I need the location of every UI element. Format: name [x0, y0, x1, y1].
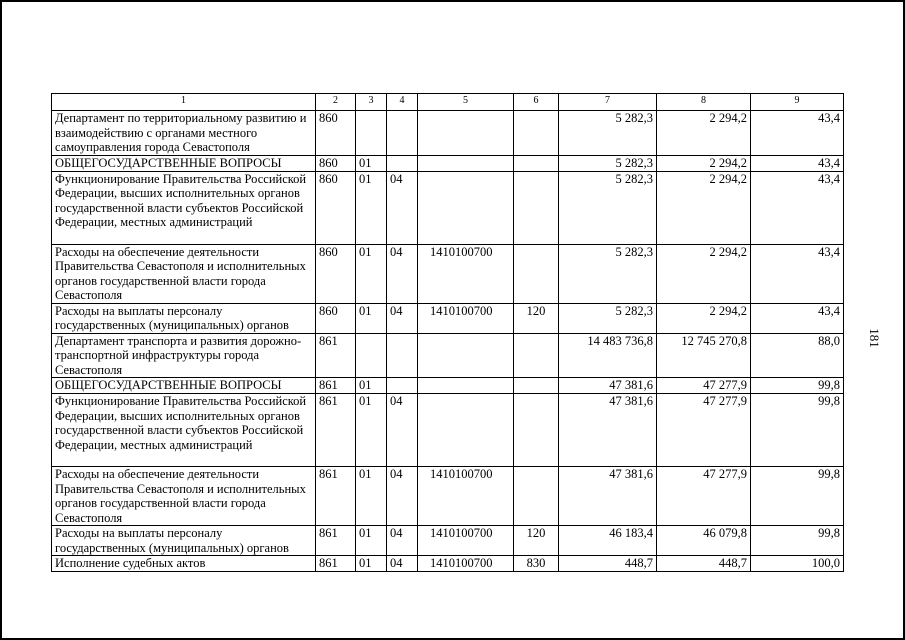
- row-approved-amount: 5 282,3: [559, 171, 657, 244]
- row-section-code: 01: [356, 378, 387, 394]
- page-border-top: [0, 0, 905, 2]
- row-target-item: 1410100700: [418, 556, 514, 572]
- table-row: [52, 171, 844, 244]
- row-name-cell: Расходы на обеспечение деятельности Правительства Севастополя и исполнительных органов государственной власти города Севастополя: [52, 467, 316, 526]
- row-ministry-code: 861: [316, 394, 356, 467]
- row-name-cell: Исполнение судебных актов: [52, 556, 316, 572]
- row-target-item: [418, 171, 514, 244]
- page-number: 181: [866, 328, 882, 348]
- row-name-cell: Расходы на обеспечение деятельности Правительства Севастополя и исполнительных органов государственной власти города Севастополя: [52, 244, 316, 303]
- header-cell-4: 4: [387, 94, 418, 111]
- row-approved-amount: 5 282,3: [559, 303, 657, 333]
- header-cell-6: 6: [514, 94, 559, 111]
- row-execution-percent: 43,4: [751, 171, 844, 244]
- row-approved-amount: 14 483 736,8: [559, 333, 657, 378]
- row-expense-type: [514, 155, 559, 171]
- row-ministry-code: 861: [316, 556, 356, 572]
- row-execution-percent: 99,8: [751, 378, 844, 394]
- row-ministry-code: 860: [316, 171, 356, 244]
- row-expense-type: 830: [514, 556, 559, 572]
- header-cell-5: 5: [418, 94, 514, 111]
- row-approved-amount: 5 282,3: [559, 155, 657, 171]
- row-executed-amount: 2 294,2: [657, 171, 751, 244]
- row-executed-amount: 2 294,2: [657, 111, 751, 156]
- row-executed-amount: 46 079,8: [657, 526, 751, 556]
- row-ministry-code: 861: [316, 467, 356, 526]
- table-row: [52, 394, 844, 467]
- table-row: [52, 333, 844, 378]
- row-executed-amount: 12 745 270,8: [657, 333, 751, 378]
- row-executed-amount: 2 294,2: [657, 244, 751, 303]
- table-row: [52, 111, 844, 156]
- row-ministry-code: 860: [316, 155, 356, 171]
- row-target-item: [418, 333, 514, 378]
- row-execution-percent: 99,8: [751, 467, 844, 526]
- row-target-item: [418, 155, 514, 171]
- table-row: [52, 155, 844, 171]
- budget-table: [51, 93, 844, 572]
- row-execution-percent: 43,4: [751, 244, 844, 303]
- row-name-cell: Расходы на выплаты персоналу государственных (муниципальных) органов: [52, 526, 316, 556]
- row-ministry-code: 860: [316, 111, 356, 156]
- row-expense-type: [514, 171, 559, 244]
- table-row: [52, 378, 844, 394]
- row-subsection-code: 04: [387, 394, 418, 467]
- row-execution-percent: 43,4: [751, 303, 844, 333]
- header-cell-7: 7: [559, 94, 657, 111]
- row-ministry-code: 860: [316, 303, 356, 333]
- row-executed-amount: 47 277,9: [657, 378, 751, 394]
- row-executed-amount: 47 277,9: [657, 394, 751, 467]
- row-target-item: [418, 378, 514, 394]
- row-expense-type: [514, 244, 559, 303]
- row-execution-percent: 99,8: [751, 394, 844, 467]
- row-target-item: [418, 111, 514, 156]
- row-section-code: 01: [356, 171, 387, 244]
- row-ministry-code: 861: [316, 526, 356, 556]
- row-name-cell: Департамент по территориальному развитию и взаимодействию с органами местного самоуправления города Севастополя: [52, 111, 316, 156]
- row-executed-amount: 47 277,9: [657, 467, 751, 526]
- row-target-item: [418, 394, 514, 467]
- row-execution-percent: 43,4: [751, 111, 844, 156]
- row-subsection-code: 04: [387, 526, 418, 556]
- header-cell-8: 8: [657, 94, 751, 111]
- row-subsection-code: 04: [387, 467, 418, 526]
- row-subsection-code: [387, 378, 418, 394]
- row-executed-amount: 2 294,2: [657, 155, 751, 171]
- row-expense-type: 120: [514, 526, 559, 556]
- row-section-code: 01: [356, 303, 387, 333]
- header-cell-3: 3: [356, 94, 387, 111]
- row-name-cell: ОБЩЕГОСУДАРСТВЕННЫЕ ВОПРОСЫ: [52, 155, 316, 171]
- row-target-item: 1410100700: [418, 526, 514, 556]
- row-section-code: 01: [356, 467, 387, 526]
- row-approved-amount: 46 183,4: [559, 526, 657, 556]
- row-subsection-code: [387, 333, 418, 378]
- table-row: [52, 303, 844, 333]
- row-name-cell: Функционирование Правительства Российской Федерации, высших исполнительных органов государственной власти субъектов Российской Федерации, местных администраций: [52, 394, 316, 467]
- table-row: [52, 526, 844, 556]
- row-approved-amount: 448,7: [559, 556, 657, 572]
- row-expense-type: [514, 394, 559, 467]
- row-approved-amount: 47 381,6: [559, 394, 657, 467]
- header-cell-2: 2: [316, 94, 356, 111]
- row-executed-amount: 448,7: [657, 556, 751, 572]
- row-executed-amount: 2 294,2: [657, 303, 751, 333]
- row-name-cell: Расходы на выплаты персоналу государственных (муниципальных) органов: [52, 303, 316, 333]
- row-section-code: 01: [356, 394, 387, 467]
- row-subsection-code: 04: [387, 171, 418, 244]
- row-expense-type: 120: [514, 303, 559, 333]
- row-execution-percent: 88,0: [751, 333, 844, 378]
- row-name-cell: Департамент транспорта и развития дорожно-транспортной инфраструктуры города Севастополя: [52, 333, 316, 378]
- row-subsection-code: 04: [387, 556, 418, 572]
- row-approved-amount: 47 381,6: [559, 378, 657, 394]
- table-row: [52, 556, 844, 572]
- row-execution-percent: 43,4: [751, 155, 844, 171]
- row-execution-percent: 100,0: [751, 556, 844, 572]
- row-expense-type: [514, 467, 559, 526]
- row-section-code: 01: [356, 244, 387, 303]
- row-approved-amount: 5 282,3: [559, 244, 657, 303]
- row-name-cell: Функционирование Правительства Российской Федерации, высших исполнительных органов государственной власти субъектов Российской Федерации, местных администраций: [52, 171, 316, 244]
- page-border-left: [0, 0, 2, 640]
- row-section-code: 01: [356, 556, 387, 572]
- header-cell-9: 9: [751, 94, 844, 111]
- row-target-item: 1410100700: [418, 244, 514, 303]
- header-row: [52, 94, 844, 111]
- row-subsection-code: 04: [387, 244, 418, 303]
- row-execution-percent: 99,8: [751, 526, 844, 556]
- row-section-code: 01: [356, 155, 387, 171]
- table-row: [52, 467, 844, 526]
- row-approved-amount: 5 282,3: [559, 111, 657, 156]
- row-expense-type: [514, 111, 559, 156]
- row-approved-amount: 47 381,6: [559, 467, 657, 526]
- row-subsection-code: 04: [387, 303, 418, 333]
- row-section-code: [356, 333, 387, 378]
- row-ministry-code: 860: [316, 244, 356, 303]
- header-cell-1: 1: [52, 94, 316, 111]
- table-row: [52, 244, 844, 303]
- row-name-cell: ОБЩЕГОСУДАРСТВЕННЫЕ ВОПРОСЫ: [52, 378, 316, 394]
- row-target-item: 1410100700: [418, 303, 514, 333]
- row-section-code: 01: [356, 526, 387, 556]
- row-expense-type: [514, 378, 559, 394]
- row-ministry-code: 861: [316, 378, 356, 394]
- row-subsection-code: [387, 155, 418, 171]
- row-ministry-code: 861: [316, 333, 356, 378]
- row-subsection-code: [387, 111, 418, 156]
- row-section-code: [356, 111, 387, 156]
- row-target-item: 1410100700: [418, 467, 514, 526]
- row-expense-type: [514, 333, 559, 378]
